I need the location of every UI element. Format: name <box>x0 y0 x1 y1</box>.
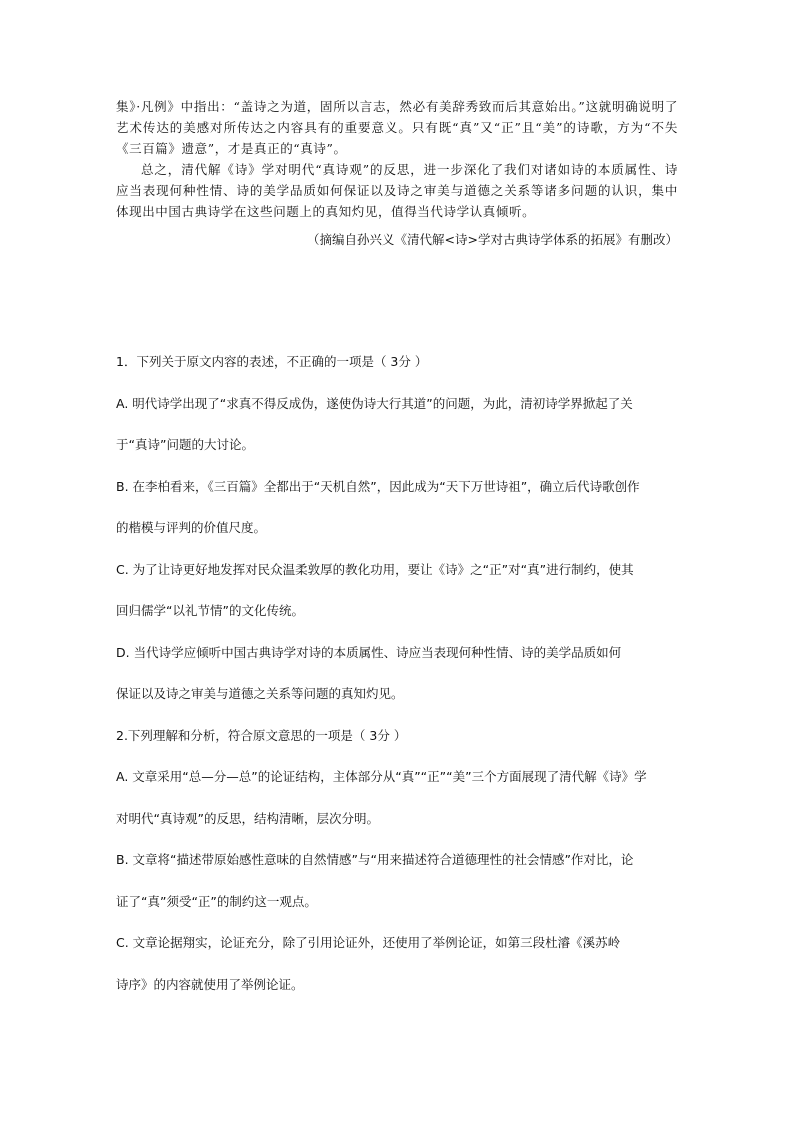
question-1-option-b: B. 在李柏看来，《三百篇》全都出于“天机自然”，因此成为“天下万世诗祖”，确立后代诗歌创作 <box>116 478 640 494</box>
question-1-option-d-cont: 保证以及诗之审美与道德之关系等问题的真知灼见。 <box>116 686 404 701</box>
question-2-option-a-cont: 对明代“真诗观”的反思，结构清晰，层次分明。 <box>116 810 379 826</box>
reading-passage <box>116 96 678 222</box>
question-1-stem: 1．下列关于原文内容的表述，不正确的一项是（ 3分 ） <box>116 354 428 369</box>
question-1-option-c-cont: 回归儒学“以礼节情”的文化传统。 <box>116 603 304 618</box>
question-2-stem: 2.下列理解和分析，符合原文意思的一项是（ 3分 ） <box>116 727 407 743</box>
question-2-option-b-cont: 证了“真”须受“正”的制约这一观点。 <box>116 893 317 909</box>
question-1-option-a-cont: 于“真诗”问题的大讨论。 <box>116 437 254 452</box>
passage-paragraph: 集》·凡例》中指出：“盖诗之为道，固所以言志，然必有美辞秀致而后其意始出。”这就明确说明了艺术传达的美感对所传达之内容具有的重要意义。只有既“真”又“正”且“美”的诗歌，方为“不失《三百篇》遗意”，才是真正的“真诗”。 <box>116 99 678 156</box>
question-1-option-a: A. 明代诗学出现了“求真不得反成伪，遂使伪诗大行其道”的问题，为此，清初诗学界掀起了关 <box>116 395 633 411</box>
passage-paragraph: 总之，清代解《诗》学对明代“真诗观”的反思，进一步深化了我们对诸如诗的本质属性、诗应当表现何种性情、诗的美学品质如何保证以及诗之审美与道德之关系等诸多问题的认识，集中体现出中国古典诗学在这些问题上的真知灼见，值得当代诗学认真倾听。 <box>116 162 678 219</box>
question-1-option-b-cont: 的楷模与评判的价值尺度。 <box>116 520 267 535</box>
question-2-option-c-cont: 诗序》的内容就使用了举例论证。 <box>116 976 304 992</box>
question-1-option-d: D. 当代诗学应倾听中国古典诗学对诗的本质属性、诗应当表现何种性情、诗的美学品质如何 <box>116 644 622 660</box>
question-2-option-a: A. 文章采用“总—分—总”的论证结构，主体部分从“真”“正”“美”三个方面展现了清代解《诗》学 <box>116 769 647 784</box>
source-citation: （摘编自孙兴义《清代解<诗>学对古典诗学体系的拓展》有删改） <box>307 232 678 247</box>
question-2-option-c: C. 文章论据翔实，论证充分，除了引用论证外，还使用了举例论证，如第三段杜濬《溪苏岭 <box>116 935 621 950</box>
question-2-option-b: B. 文章将“描述带原始感性意味的自然情感”与“用来描述符合道德理性的社会情感”作对比，论 <box>116 852 634 867</box>
question-1-option-c: C. 为了让诗更好地发挥对民众温柔敦厚的教化功用，要让《诗》之“正”对“真”进行制约，使其 <box>116 561 634 577</box>
questions-section <box>116 352 680 1016</box>
